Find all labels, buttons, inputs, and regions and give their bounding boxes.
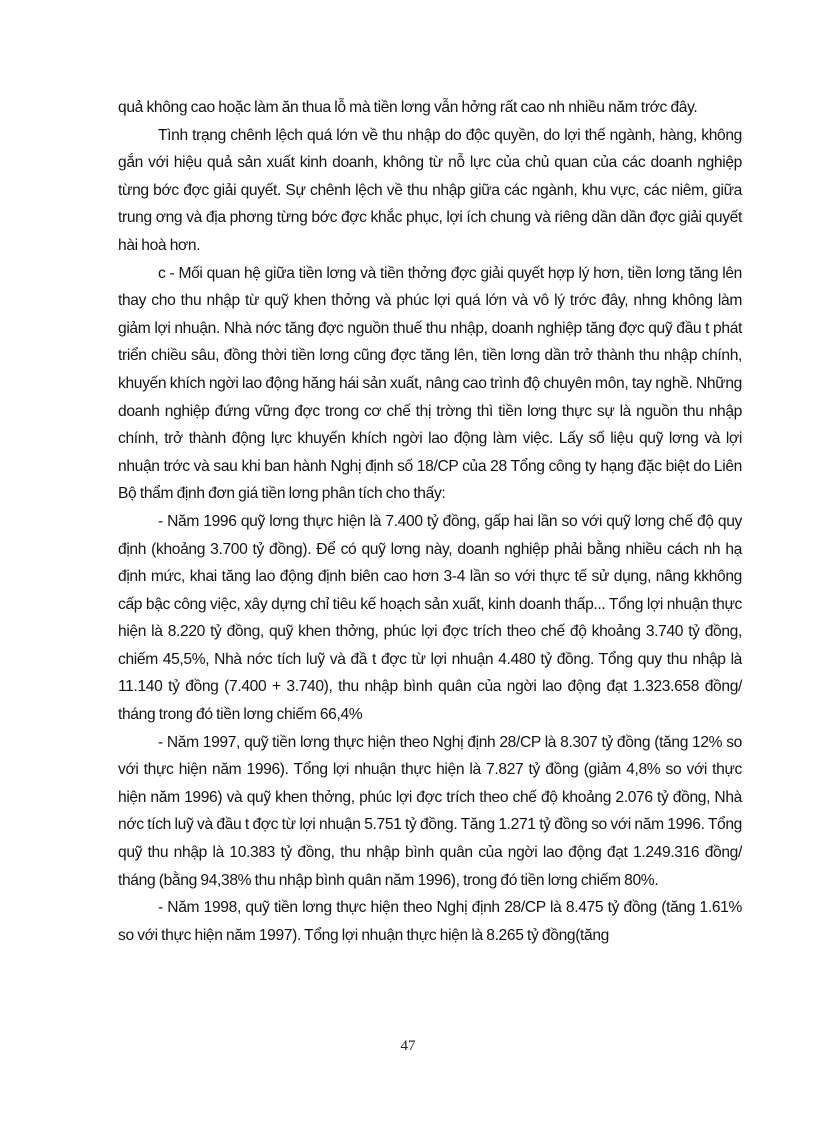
body-text	[118, 94, 742, 949]
paragraph-year-1996: - Năm 1996 quỹ lơng thực hiện là 7.400 tỷ đồng, gấp hai lần so với quỹ lơng chế độ quy định (khoảng 3.700 tỷ đồng). Để có quỹ lơng này, doanh nghiệp phải bằng nhiều cách nh hạ định mức, khai tăng lao động định biên cao hơn 3-4 lần so với thực tế sử dụng, nâng kkhông cấp bậc công việc, xây dựng chỉ tiêu kế hoạch sản xuất, kinh doanh thấp... Tổng lợi nhuận thực hiện là 8.220 tỷ đồng, quỹ khen thởng, phúc lợi đợc trích theo chế độ khoảng 3.740 tỷ đồng, chiếm 45,5%, Nhà nớc tích luỹ và đầ t đợc từ lợi nhuận 4.480 tỷ đồng. Tổng quy thu nhập là 11.140 tỷ đồng (7.400 + 3.740), thu nhập bình quân của ngời lao động đạt 1.323.658 đồng/ tháng trong đó tiền lơng chiếm 66,4%	[118, 512, 742, 724]
paragraph-continuation: quả không cao hoặc làm ăn thua lỗ mà tiền lơng vẫn hởng rất cao nh nhiều năm trớc đây.	[118, 99, 698, 116]
page-number: 47	[400, 1038, 416, 1054]
paragraph-wage-bonus-relation: c - Mối quan hệ giữa tiền lơng và tiền thởng đợc giải quyết hợp lý hơn, tiền lơng tăng lên thay cho thu nhập từ quỹ khen thởng và phúc lợi quá lớn và vô lý trớc đây, nhng không làm giảm lợi nhuận. Nhà nớc tăng đợc nguồn thuế thu nhập, doanh nghiệp tăng đợc quỹ đầu t phát triển chiều sâu, đồng thời tiền lơng cũng đợc tăng lên, tiền lơng dần trở thành thu nhập chính, khuyến khích ngời lao động hăng hái sản xuất, nâng cao trình độ chuyên môn, tay nghề. Những doanh nghiệp đứng vững đợc trong cơ chế thị trờng thì tiền lơng thực sự là nguồn thu nhập chính, trở thành động lực khuyến khích ngời lao động làm việc. Lấy số liệu quỹ lơng và lợi nhuận trớc và sau khi ban hành Nghị định số 18/CP của 28 Tổng công ty hạng đặc biệt do Liên Bộ thẩm định đơn giá tiền lơng phân tích cho thấy:	[118, 264, 742, 503]
paragraph-year-1997: - Năm 1997, quỹ tiền lơng thực hiện theo Nghị định 28/CP là 8.307 tỷ đồng (tăng 12% so với thực hiện năm 1996). Tổng lợi nhuận thực hiện là 7.827 tỷ đồng (giảm 4,8% so với thực hiện năm 1996) và quỹ khen thởng, phúc lợi đợc trích theo chế độ khoảng 2.076 tỷ đồng, Nhà nớc tích luỹ và đầu t đợc từ lợi nhuận 5.751 tỷ đồng. Tăng 1.271 tỷ đồng so với năm 1996. Tổng quỹ thu nhập là 10.383 tỷ đồng, thu nhập bình quân của ngời lao động đạt 1.249.316 đồng/ tháng (bằng 94,38% thu nhập bình quân năm 1996), trong đó tiền lơng chiếm 80%.	[118, 733, 742, 889]
paragraph-year-1998: - Năm 1998, quỹ tiền lơng thực hiện theo Nghị định 28/CP là 8.475 tỷ đồng (tăng 1.61% so với thực hiện năm 1997). Tổng lợi nhuận thực hiện là 8.265 tỷ đồng(tăng	[118, 899, 742, 944]
paragraph-income-gap: Tình trạng chênh lệch quá lớn về thu nhập do độc quyền, do lợi thế ngành, hàng, không gắn với hiệu quả sản xuất kinh doanh, không từ nỗ lực của chủ quan của các doanh nghiệp từng bớc đợc giải quyết. Sự chênh lệch về thu nhập giữa các ngành, khu vực, các niêm, giữa trung ơng và địa phơng từng bớc đợc khắc phục, lợi ích chung và riêng dần dần đợc giải quyết hài hoà hơn.	[118, 126, 742, 254]
